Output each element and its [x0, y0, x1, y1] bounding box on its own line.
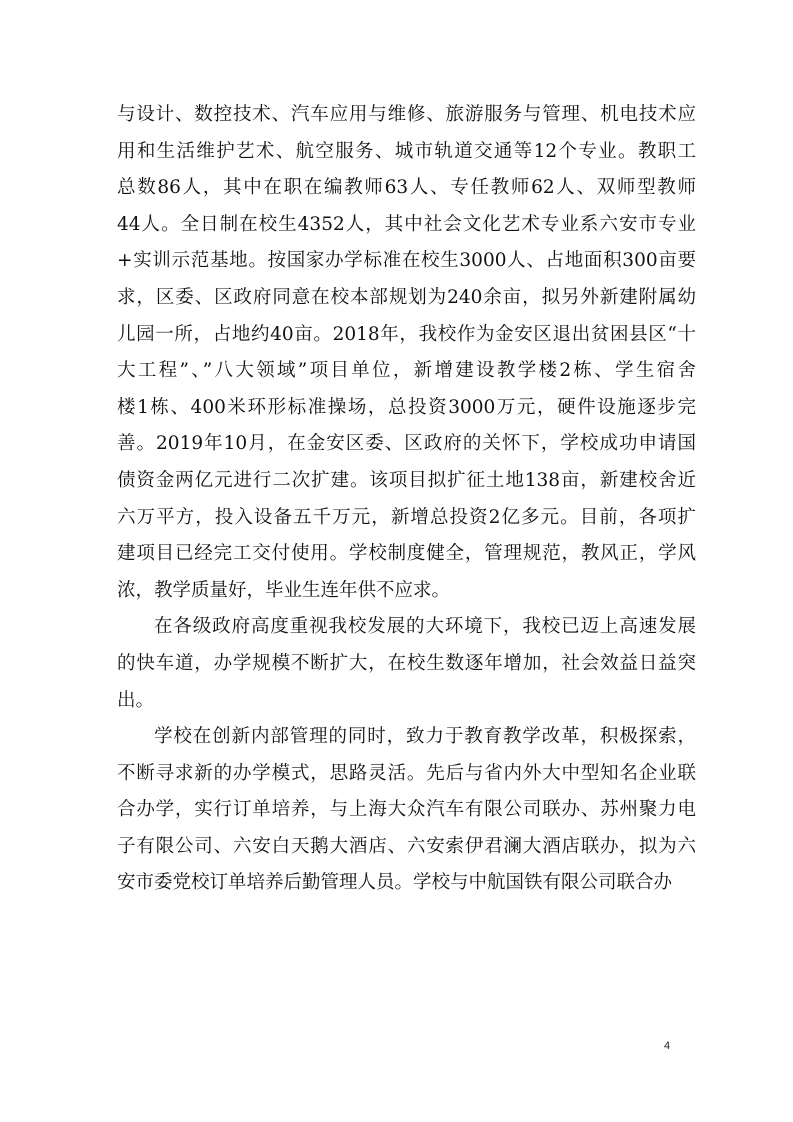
text-line: 合办学，实行订单培养，与上海大众汽车有限公司联办、苏州聚力电 [117, 799, 696, 821]
text-line: 建项目已经完工交付使用。学校制度健全，管理规范，教风正，学风 [117, 543, 696, 565]
text-line: +实训示范基地。按国家办学标准在校生3000人、占地面积300亩要 [117, 250, 696, 272]
text-line: 六万平方，投入设备五千万元，新增总投资2亿多元。目前，各项扩 [117, 506, 696, 528]
text-line: 债资金两亿元进行二次扩建。该项目拟扩征土地138亩，新建校舍近 [117, 469, 696, 491]
text-line: 大工程”、”八大领域”项目单位，新增建设教学楼2栋、学生宿舍 [117, 360, 696, 382]
text-line: 在各级政府高度重视我校发展的大环境下，我校已迈上高速发展 [154, 616, 696, 638]
text-line: 善。2019年10月，在金安区委、区政府的关怀下，学校成功申请国 [117, 433, 696, 455]
text-line: 子有限公司、六安白天鹅大酒店、六安索伊君澜大酒店联办，拟为六 [117, 835, 696, 857]
paragraph [117, 609, 696, 719]
text-line: 儿园一所，占地约40亩。2018年，我校作为金安区退出贫困县区“十 [117, 323, 696, 345]
text-line: 用和生活维护艺术、航空服务、城市轨道交通等12个专业。教职工 [117, 140, 696, 162]
text-line: 浓，教学质量好，毕业生连年供不应求。 [117, 579, 451, 601]
text-line: 求，区委、区政府同意在校本部规划为240余亩，拟另外新建附属幼 [117, 286, 696, 308]
text-line: 与设计、数控技术、汽车应用与维修、旅游服务与管理、机电技术应 [117, 104, 696, 125]
page-number: 4 [664, 1040, 671, 1052]
text-line: 学校在创新内部管理的同时，致力于教育教学改革，积极探索， [154, 726, 696, 748]
text-line: 不断寻求新的办学模式，思路灵活。先后与省内外大中型知名企业联 [117, 762, 696, 784]
text-line: 安市委党校订单培养后勤管理人员。学校与中航国铁有限公司联合办 [117, 872, 673, 894]
text-line: 44人。全日制在校生4352人，其中社会文化艺术专业系六安市专业 [117, 213, 696, 235]
body-text [117, 97, 696, 902]
paragraph [117, 719, 696, 902]
text-line: 楼1栋、400米环形标准操场，总投资3000万元，硬件设施逐步完 [117, 396, 696, 418]
text-line: 总数86人，其中在职在编教师63人、专任教师62人、双师型教师 [117, 177, 696, 199]
paragraph [117, 97, 696, 609]
text-line: 出。 [117, 689, 155, 711]
text-line: 的快车道，办学规模不断扩大，在校生数逐年增加，社会效益日益突 [117, 652, 696, 674]
